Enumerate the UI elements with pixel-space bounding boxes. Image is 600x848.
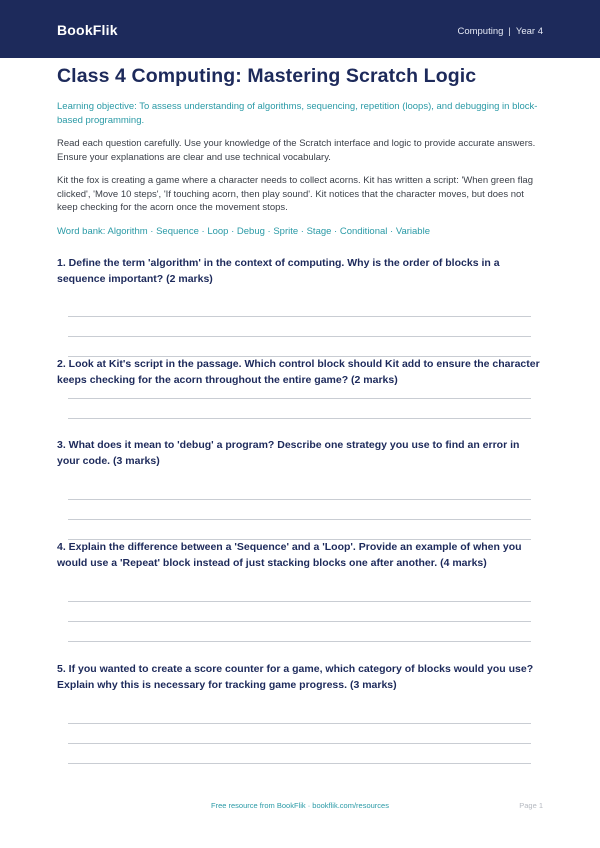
word-bank: Word bank: Algorithm · Sequence · Loop · Debug · Sprite · Stage · Conditional · Variable [57, 225, 430, 237]
meta-separator: | [508, 26, 511, 37]
answer-line[interactable] [68, 763, 531, 764]
question-4-text: 4. Explain the difference between a 'Sequence' and a 'Loop'. Provide an example of when you would use a 'Repeat' block instead of just stacking blocks one after another. (4 marks) [57, 541, 522, 569]
subject-year-label [457, 26, 543, 37]
answer-line[interactable] [68, 723, 531, 724]
page-header [0, 0, 600, 58]
page-number: Page 1 [519, 801, 543, 810]
footer-credit: Free resource from BookFlik · bookflik.com/resources [211, 801, 389, 810]
answer-line[interactable] [68, 398, 531, 399]
question-3 [57, 438, 543, 469]
answer-line[interactable] [68, 519, 531, 520]
page-title: Class 4 Computing: Mastering Scratch Logic [57, 65, 477, 87]
instructions-text: Read each question carefully. Use your knowledge of the Scratch interface and logic to provide accurate answers. Ensure your explanations are clear and use technical vocabulary. [57, 138, 536, 163]
passage-text: Kit the fox is creating a game where a character needs to collect acorns. Kit has written a script: 'When green flag clicked', 'Move 10 steps', 'If touching acorn, then play sound'. Kit notices that the character moves, but does not keep checking for the acorn once the movement stops. [57, 175, 533, 213]
question-2 [57, 357, 543, 388]
question-4 [57, 540, 543, 571]
answer-line[interactable] [68, 743, 531, 744]
answer-line[interactable] [68, 499, 531, 500]
answer-line[interactable] [68, 336, 531, 337]
question-3-text: 3. What does it mean to 'debug' a program? Describe one strategy you use to find an error in your code. (3 marks) [57, 439, 520, 467]
question-1 [57, 256, 543, 287]
subject-label: Computing [457, 26, 504, 37]
answer-line[interactable] [68, 641, 531, 642]
question-2-text: 2. Look at Kit's script in the passage. Which control block should Kit add to ensure the character keeps checking for the acorn throughout the entire game? (2 marks) [57, 358, 540, 386]
question-5-text: 5. If you wanted to create a score counter for a game, which category of blocks would you use? Explain why this is necessary for tracking game progress. (3 marks) [57, 663, 534, 691]
answer-line[interactable] [68, 601, 531, 602]
brand-logo-text: BookFlik [57, 22, 118, 38]
year-label: Year 4 [515, 26, 543, 37]
worksheet-content [57, 64, 543, 238]
answer-line[interactable] [68, 316, 531, 317]
question-5 [57, 662, 543, 693]
question-1-text: 1. Define the term 'algorithm' in the context of computing. Why is the order of blocks in a sequence important? (2 marks) [57, 257, 500, 285]
answer-line[interactable] [68, 418, 531, 419]
learning-objective: Learning objective: To assess understanding of algorithms, sequencing, repetition (loops), and debugging in block-based programming. [57, 101, 538, 126]
answer-line[interactable] [68, 621, 531, 622]
